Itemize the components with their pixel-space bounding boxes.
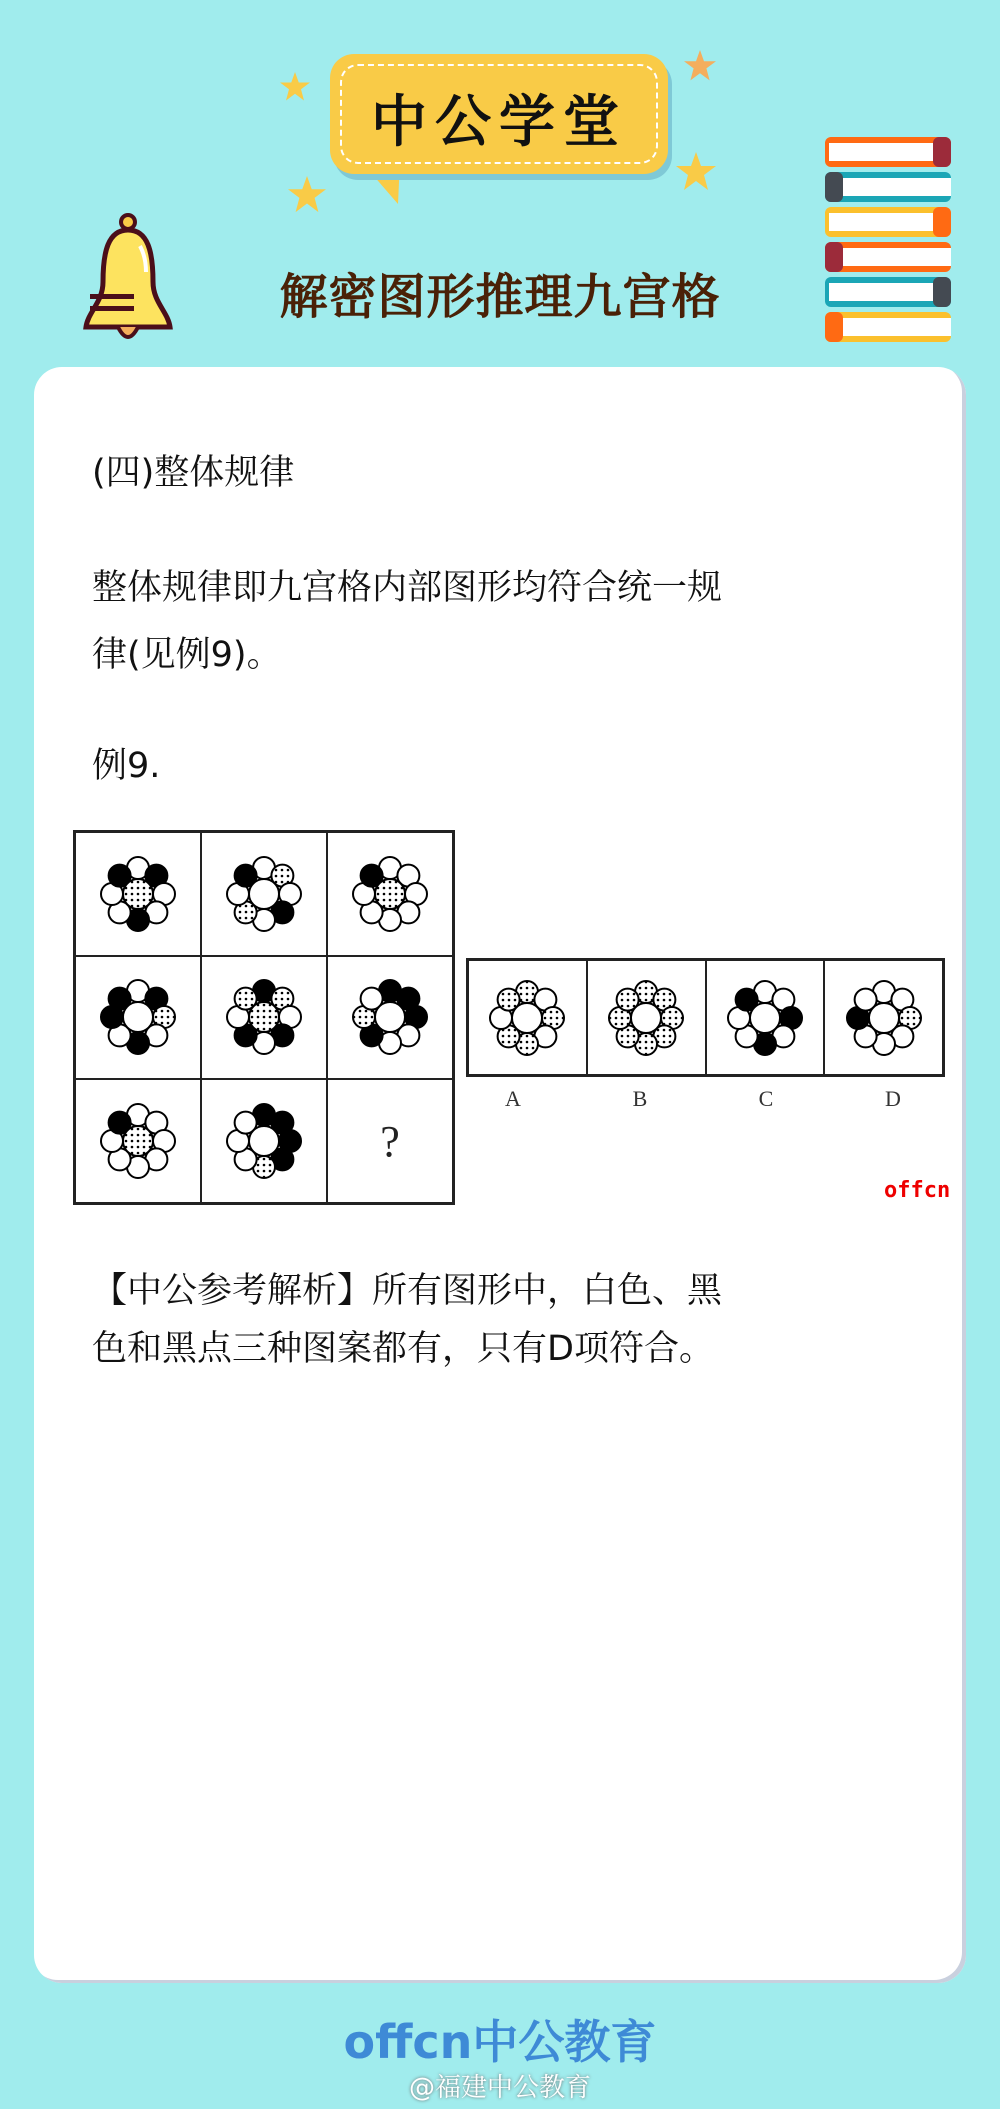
puzzle-grid bbox=[73, 830, 455, 1205]
answer-options bbox=[466, 958, 945, 1077]
grid-cell bbox=[327, 956, 453, 1080]
example-label: 例9. bbox=[92, 746, 161, 786]
offcn-logo: offcn中公教育 bbox=[343, 2015, 657, 2069]
option-label: C bbox=[758, 1086, 774, 1111]
badge-title: 中公学堂 bbox=[371, 90, 627, 155]
option-c bbox=[706, 960, 825, 1075]
grid-cell-unknown bbox=[327, 1079, 453, 1203]
grid-cell bbox=[201, 956, 327, 1080]
option-a bbox=[468, 960, 587, 1075]
flower-figure bbox=[351, 855, 429, 933]
books-icon bbox=[821, 135, 955, 345]
flower-center bbox=[631, 1003, 661, 1033]
flower-center bbox=[512, 1003, 542, 1033]
flower-figure bbox=[351, 978, 429, 1056]
flower-figure bbox=[225, 1102, 303, 1180]
question-mark: ? bbox=[380, 1116, 400, 1166]
option-label: B bbox=[632, 1086, 648, 1111]
flower-figure bbox=[225, 855, 303, 933]
weibo-watermark: @福建中公教育 bbox=[408, 2073, 591, 2103]
flower-center bbox=[249, 879, 279, 909]
flower-center bbox=[123, 1126, 153, 1156]
grid-cell bbox=[201, 1079, 327, 1203]
page-title: 解密图形推理九宫格 bbox=[279, 269, 721, 325]
flower-figure bbox=[99, 1102, 177, 1180]
flower-figure bbox=[99, 855, 177, 933]
flower-center bbox=[123, 879, 153, 909]
option-d bbox=[824, 960, 943, 1075]
flower-figure bbox=[99, 978, 177, 1056]
flower-center bbox=[869, 1003, 899, 1033]
flower-figure bbox=[225, 978, 303, 1056]
flower-figure bbox=[726, 979, 804, 1057]
flower-center bbox=[375, 879, 405, 909]
flower-center bbox=[375, 1002, 405, 1032]
option-b bbox=[587, 960, 706, 1075]
flower-figure bbox=[607, 979, 685, 1057]
option-label: A bbox=[505, 1086, 521, 1111]
title-badge bbox=[330, 54, 668, 174]
star-icon bbox=[684, 50, 716, 82]
star-icon bbox=[280, 72, 310, 102]
grid-cell bbox=[75, 832, 201, 956]
analysis-line: 【中公参考解析】所有图形中，白色、黑 bbox=[92, 1271, 723, 1311]
star-icon bbox=[676, 152, 716, 192]
paragraph-line: 律(见例9)。 bbox=[92, 635, 282, 675]
paragraph-line: 整体规律即九宫格内部图形均符合统一规 bbox=[92, 568, 723, 608]
analysis-line: 色和黑点三种图案都有，只有D项符合。 bbox=[92, 1329, 714, 1369]
flower-center bbox=[249, 1002, 279, 1032]
grid-cell bbox=[75, 1079, 201, 1203]
flower-center bbox=[123, 1002, 153, 1032]
flower-center bbox=[249, 1126, 279, 1156]
option-label: D bbox=[885, 1086, 901, 1111]
flower-figure bbox=[488, 979, 566, 1057]
grid-cell bbox=[75, 956, 201, 1080]
section-heading: (四)整体规律 bbox=[92, 453, 295, 493]
grid-cell bbox=[201, 832, 327, 956]
grid-cell bbox=[327, 832, 453, 956]
watermark: offcn bbox=[884, 1178, 951, 1203]
flower-figure bbox=[845, 979, 923, 1057]
flower-center bbox=[750, 1003, 780, 1033]
bell-icon bbox=[78, 212, 178, 347]
star-icon bbox=[288, 176, 326, 214]
